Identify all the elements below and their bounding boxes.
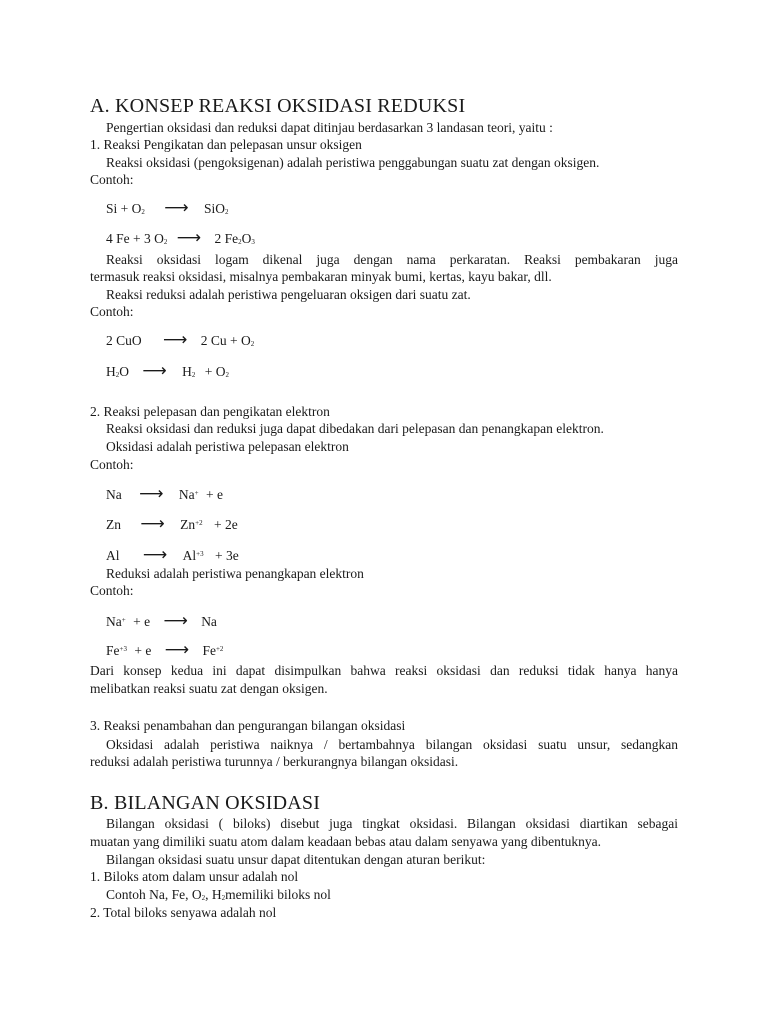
arrow-icon: ⟶ [163, 611, 188, 631]
eq2-right-mid: O [241, 231, 252, 246]
section-a-intro: Pengertian oksidasi dan reduksi dapat ditinjau berdasarkan 3 landasan teori, yaitu : [106, 120, 553, 135]
eq7-right-end: + 3e [214, 548, 239, 563]
section-b-line2: muatan yang dimiliki suatu atom dalam keadaan bebas atau dalam senyawa yang dibentuknya. [90, 834, 601, 849]
eq6-left: Zn [106, 517, 121, 532]
arrow-icon: ⟶ [176, 228, 202, 248]
arrow-icon: ⟶ [140, 514, 165, 534]
equation-2 [106, 230, 255, 250]
rule1-example-b: , H [205, 887, 222, 902]
eq2-right-sub1: 2 [238, 238, 242, 246]
rule1-example-sub1: 2 [201, 894, 206, 902]
eq6-right-sup: +2 [195, 519, 203, 527]
eq1-left-sub: 2 [141, 208, 145, 216]
eq5-left: Na [106, 487, 122, 502]
reduksi-definition: Reaksi reduksi adalah peristiwa pengeluaran oksigen dari suatu zat. [106, 287, 471, 302]
item1-title: 1. Reaksi Pengikatan dan pelepasan unsur oksigen [90, 137, 362, 152]
equation-4 [106, 363, 229, 383]
eq4-left: H [106, 364, 116, 379]
reduksi-definition-2: Reduksi adalah peristiwa penangkapan elektron [106, 566, 364, 581]
eq8-left-end: + e [133, 614, 151, 629]
eq8-left-sup: + [121, 616, 126, 624]
section-b-line1: Bilangan oksidasi ( biloks) disebut juga tingkat oksidasi. Bilangan oksidasi diartikan sebagai [106, 816, 678, 831]
equation-3 [106, 332, 254, 352]
item2-title: 2. Reaksi pelepasan dan pengikatan elektron [90, 404, 330, 419]
rule-2: 2. Total biloks senyawa adalah nol [90, 905, 277, 920]
equation-8 [106, 612, 217, 630]
item2-line1: Reaksi oksidasi dan reduksi juga dapat dibedakan dari pelepasan dan penangkapan elektron. [106, 421, 604, 436]
eq9-right: Fe [202, 643, 216, 658]
eq8-left: Na [106, 614, 122, 629]
eq4-left-sub: 2 [115, 371, 120, 379]
rule1-example-c: memiliki biloks nol [225, 887, 331, 902]
arrow-icon: ⟶ [163, 330, 188, 350]
item2-line2: Oksidasi adalah peristiwa pelepasan elektron [106, 439, 349, 454]
arrow-icon: ⟶ [164, 640, 190, 660]
eq6-right: Zn [180, 517, 196, 532]
conclusion-line2: melibatkan reaksi suatu zat dengan oksigen. [90, 681, 328, 696]
rule1-example-a: Contoh Na, Fe, O [106, 887, 202, 902]
eq7-left: Al [106, 548, 120, 563]
eq4-right: H [182, 364, 192, 379]
eq6-right-end: + 2e [213, 517, 238, 532]
eq4-right-sub: 2 [191, 371, 196, 379]
contoh-label: Contoh: [90, 172, 134, 187]
arrow-icon: ⟶ [142, 545, 168, 565]
contoh-label: Contoh: [90, 457, 134, 472]
eq3-right: 2 Cu + O [200, 333, 251, 348]
eq9-left: Fe [106, 643, 120, 658]
eq4-right-end-sub: 2 [225, 371, 229, 379]
paragraph-perkaratan-line1: Reaksi oksidasi logam dikenal juga dengan nama perkaratan. Reaksi pembakaran juga [106, 252, 678, 267]
section-a-title: A. KONSEP REAKSI OKSIDASI REDUKSI [90, 95, 466, 117]
item3-line2: reduksi adalah peristiwa turunnya / berkurangnya bilangan oksidasi. [90, 754, 459, 769]
section-b-line3: Bilangan oksidasi suatu unsur dapat ditentukan dengan aturan berikut: [106, 852, 486, 867]
eq4-right-end: + O [204, 364, 226, 379]
eq9-left-sup: +3 [119, 645, 127, 653]
arrow-icon: ⟶ [164, 198, 189, 218]
eq8-right: Na [201, 614, 217, 629]
eq3-left: 2 CuO [106, 333, 142, 348]
eq7-right: Al [182, 548, 197, 563]
arrow-icon: ⟶ [142, 361, 167, 381]
eq9-left-end: + e [134, 643, 152, 658]
eq1-right-sub: 2 [225, 208, 229, 216]
eq2-left: 4 Fe + 3 O [106, 231, 164, 246]
equation-1 [106, 200, 229, 220]
contoh-label: Contoh: [90, 583, 134, 598]
contoh-label: Contoh: [90, 304, 134, 319]
eq1-left: Si + O [106, 201, 142, 216]
eq2-left-sub: 2 [163, 238, 168, 246]
equation-6 [106, 515, 238, 533]
rule-1-example [106, 887, 331, 906]
eq7-right-sup: +3 [196, 550, 204, 558]
equation-5 [106, 485, 223, 503]
item1-definition: Reaksi oksidasi (pengoksigenan) adalah peristiwa penggabungan suatu zat dengan oksigen. [106, 155, 600, 170]
rule-1: 1. Biloks atom dalam unsur adalah nol [90, 869, 299, 884]
eq5-right-sup: + [194, 489, 199, 497]
section-b-title: B. BILANGAN OKSIDASI [90, 792, 321, 814]
paragraph-perkaratan-line2: termasuk reaksi oksidasi, misalnya pembakaran minyak bumi, kertas, kayu bakar, dll. [90, 269, 552, 284]
item3-line1: Oksidasi adalah peristiwa naiknya / bertambahnya bilangan oksidasi suatu unsur, sedangkan [106, 737, 678, 752]
equation-7 [106, 546, 239, 564]
conclusion-line1: Dari konsep kedua ini dapat disimpulkan bahwa reaksi oksidasi dan reduksi tidak hanya hanya [90, 663, 678, 678]
eq5-right-end: + e [205, 487, 223, 502]
item3-title: 3. Reaksi penambahan dan pengurangan bilangan oksidasi [90, 718, 406, 733]
eq5-right: Na [178, 487, 195, 502]
eq1-right: SiO [204, 201, 226, 216]
equation-9 [106, 641, 223, 659]
eq2-right: 2 Fe [214, 231, 239, 246]
arrow-icon: ⟶ [139, 484, 164, 504]
eq2-right-sub2: 3 [251, 238, 255, 246]
eq9-right-sup: +2 [215, 645, 224, 653]
rule1-example-sub2: 2 [221, 894, 226, 902]
eq3-right-sub: 2 [250, 340, 255, 348]
eq4-left-end: O [119, 364, 129, 379]
